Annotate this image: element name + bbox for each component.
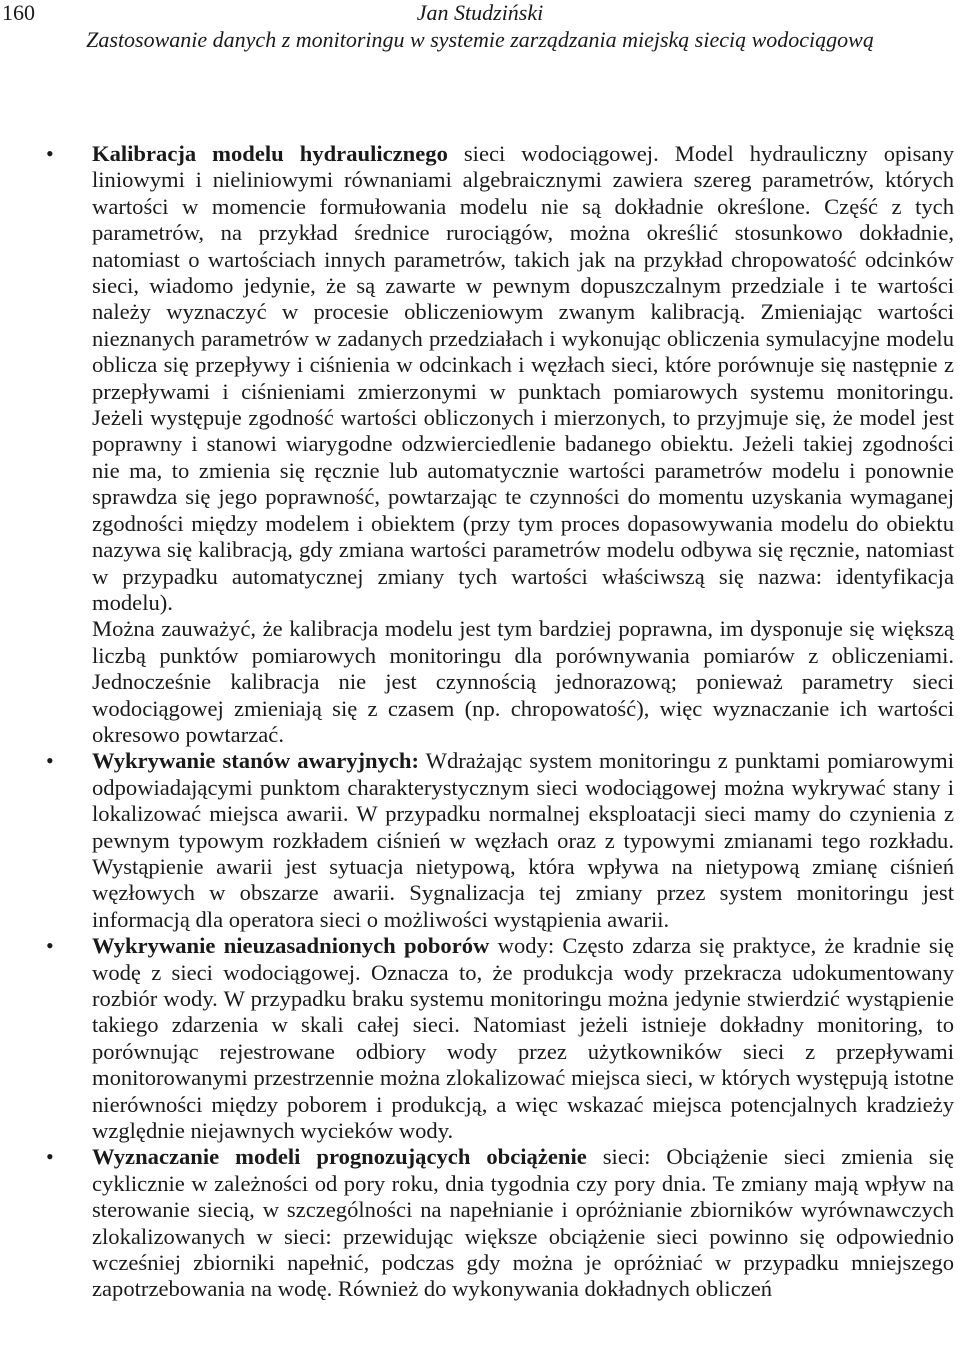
- item-heading: Wykrywanie stanów awaryjnych:: [92, 748, 420, 774]
- paragraph: [92, 748, 954, 933]
- bullet-item-failure-detection: [46, 748, 954, 933]
- bullet-icon: •: [46, 1144, 54, 1170]
- bullet-icon: •: [46, 748, 54, 774]
- item-text-continued: Można zauważyć, że kalibracja modelu jest tym bardziej poprawna, im dysponuje się większą liczbą punktów pomiarowych monitoringu dla porównywania pomiarów z obliczeniami. Jednocześnie kalibracja nie jest czynnością jednorazową; ponieważ parametry sieci wodociągowej zmieniają się z czasem (np. chropowatość), więc wyznaczanie ich wartości okresowo powtarzać.: [92, 616, 954, 747]
- paragraph: [92, 616, 954, 748]
- item-heading: Wykrywanie nieuzasadnionych poborów: [92, 933, 490, 959]
- bullet-icon: •: [46, 141, 54, 166]
- bullet-item-calibration: [46, 141, 954, 748]
- page-header: [0, 0, 960, 64]
- bullet-icon: •: [46, 933, 54, 959]
- paragraph: [92, 933, 954, 1144]
- article-title: Zastosowanie danych z monitoringu w systemie zarządzania miejską siecią wodociągową: [86, 27, 874, 52]
- bullet-item-unauthorized-draw: [46, 933, 954, 1144]
- bullet-item-load-forecast: [46, 1144, 954, 1302]
- author-name: Jan Studziński: [416, 0, 544, 25]
- item-heading: Wyznaczanie modeli prognozujących obciążenie: [92, 1144, 587, 1170]
- paragraph: [92, 1144, 954, 1302]
- page-number: 160: [2, 0, 35, 25]
- item-text: sieci wodociągowej. Model hydrauliczny opisany liniowymi i nieliniowymi równaniami algebraicznymi zawiera szereg parametrów, których wartości w momencie formułowania modelu nie są dokładnie określone. Część z tych parametrów, na przykład średnice rurociągów, można określić stosunkowo dokładnie, natomiast o wartościach innych parametrów, takich jak na przykład chropowatość odcinków sieci, wiadomo jedynie, że są zawarte w pewnym dopuszczalnym przedziale i te wartości należy wyznaczyć w procesie obliczeniowym zwanym kalibracją. Zmieniając wartości nieznanych parametrów w zadanych przedziałach i wykonując obliczenia symulacyjne modelu oblicza się przepływy i ciśnienia w odcinkach i węzłach sieci, które porównuje się następnie z przepływami i ciśnieniami zmierzonymi w punktach pomiarowych systemu monitoringu. Jeżeli występuje zgodność wartości obliczonych i mierzonych, to przyjmuje się, że model jest poprawny i stanowi wiarygodne odzwierciedlenie badanego obiektu. Jeżeli takiej zgodności nie ma, to zmienia się ręcznie lub automatycznie wartości parametrów modelu i ponownie sprawdza się jego poprawność, powtarzając te czynności do momentu uzyskania wymaganej zgodności między modelem i obiektem (przy tym proces dopasowywania modelu do obiektu nazywa się kalibracją, gdy zmiana wartości parametrów modelu odbywa się ręcznie, natomiast w przypadku automatycznej zmiany tych wartości właściwszą się nazwa: identyfikacja modelu).: [92, 141, 954, 615]
- item-text: sieci: Obciążenie sieci zmienia się cyklicznie w zależności od pory roku, dnia tygodnia czy pory dnia. Te zmiany mają wpływ na sterowanie siecią, w szczególności na napełnianie i opróżnianie zbiorników wyrównawczych zlokalizowanych w sieci: przewidując większe obciążenie sieci powinno się odpowiednio wcześniej zbiorniki napełnić, podczas gdy można je opróżniać w przypadku mniejszego zapotrzebowania na wodę. Również do wykonywania dokładnych obliczeń: [92, 1144, 954, 1302]
- paragraph: [92, 141, 954, 616]
- item-text: Wdrażając system monitoringu z punktami pomiarowymi odpowiadającymi punktom charakterystycznym sieci wodociągowej można wykrywać stany i lokalizować miejsca awarii. W przypadku normalnej eksploatacji sieci mamy do czynienia z pewnym typowym rozkładem ciśnień w węzłach oraz z typowymi zmianami tego rozkładu. Wystąpienie awarii jest sytuacja nietypową, która wpływa na nietypową zmianę ciśnień węzłowych w obszarze awarii. Sygnalizacja tej zmiany przez system monitoringu jest informacją dla operatora sieci o możliwości wystąpienia awarii.: [92, 748, 954, 932]
- item-heading: Kalibracja modelu hydraulicznego: [92, 141, 448, 166]
- item-text: wody: Często zdarza się praktyce, że kradnie się wodę z sieci wodociągowej. Oznacza to, że produkcja wody przekracza udokumentowany rozbiór wody. W przypadku braku systemu monitoringu można jedynie stwierdzić wystąpienie takiego zdarzenia w skali całej sieci. Natomiast jeżeli istnieje dokładny monitoring, to porównując rejestrowane odbiory wody przez użytkowników sieci z przepływami monitorowanymi przestrzennie można zlokalizować miejsca sieci, w których występują istotne nierówności między poborem i produkcją, a więc wskazać miejsca potencjalnych kradzieży względnie niejawnych wycieków wody.: [92, 933, 954, 1144]
- body-content: [0, 141, 960, 1303]
